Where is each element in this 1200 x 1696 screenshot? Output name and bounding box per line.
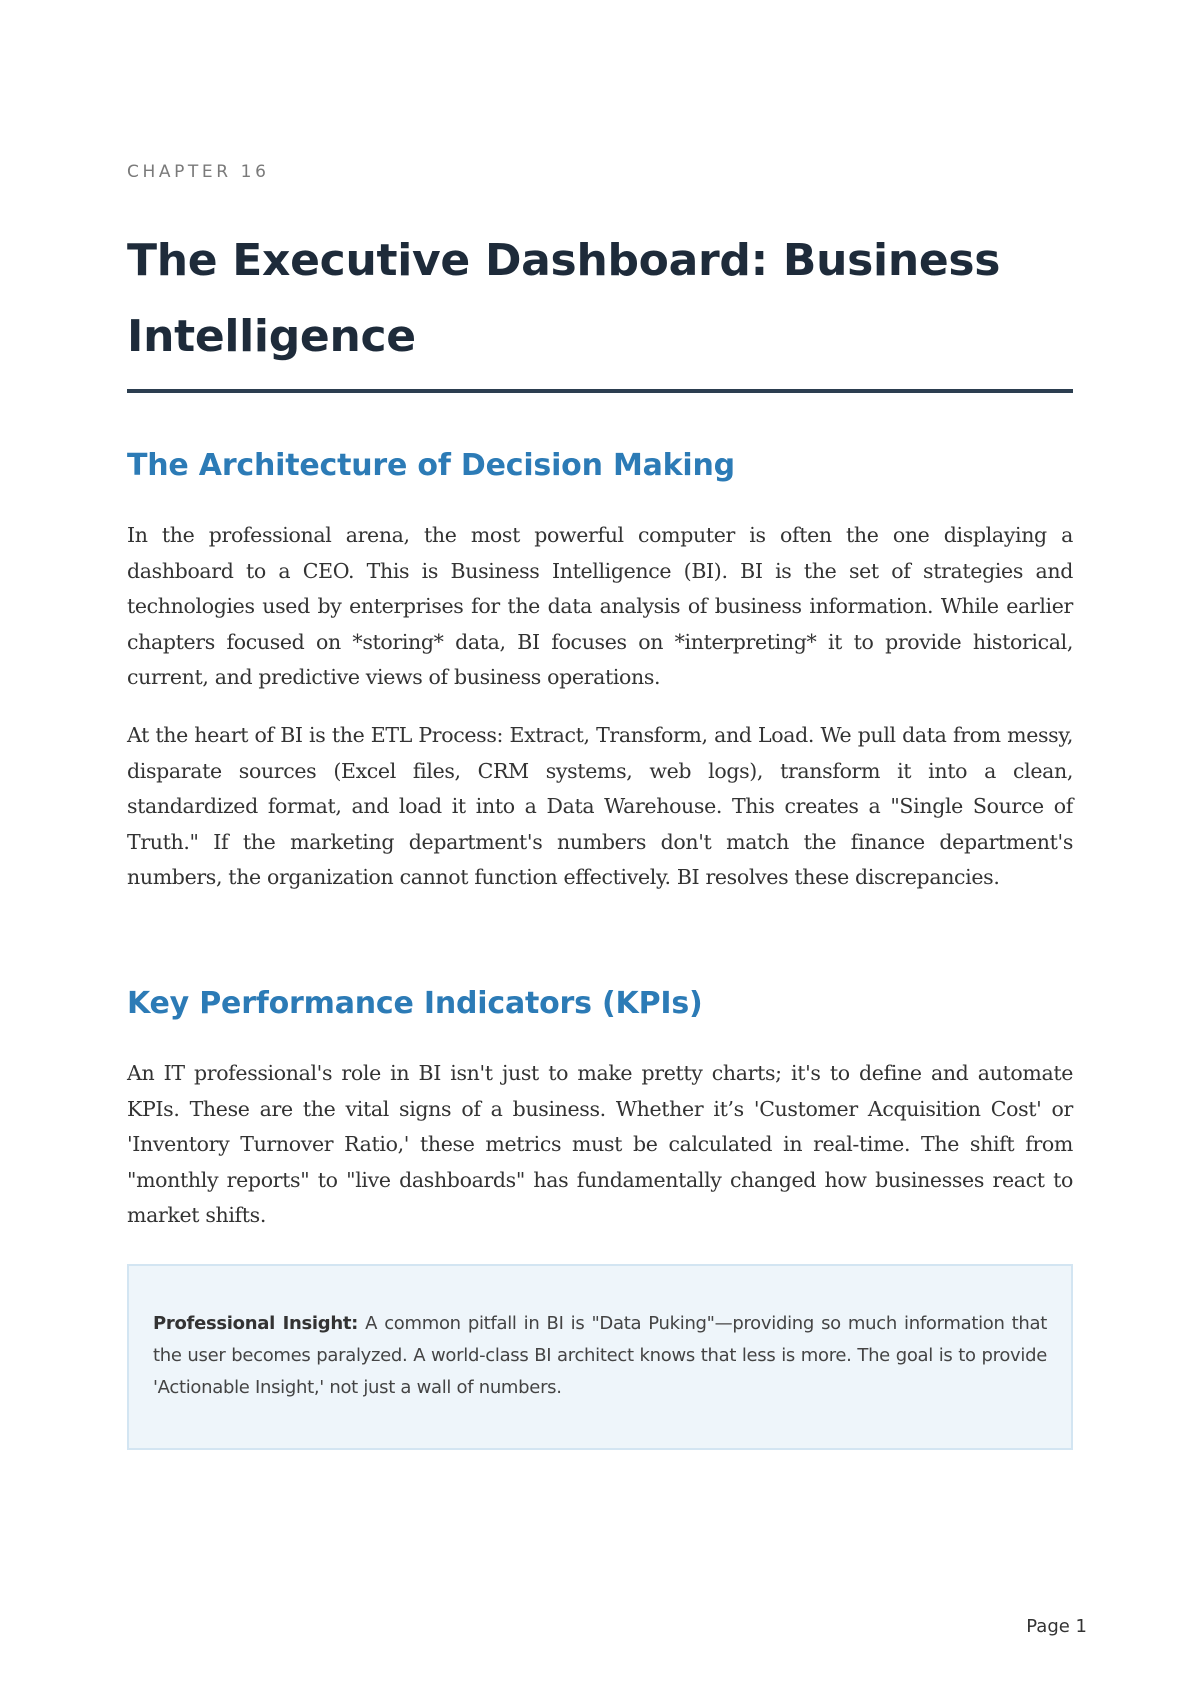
insight-label: Professional Insight: <box>153 1313 359 1334</box>
paragraph-bi-definition: In the professional arena, the most powerful computer is often the one displaying a dashboard to a CEO. This is Business Intelligence (BI). BI is the set of strategies and technologies used by enterprises for the data analysis of business information. While earlier chapters focused on *storing* data, BI focuses on *interpreting* it to provide historical, current, and predictive views of business operations. <box>127 523 1073 689</box>
chapter-label: CHAPTER 16 <box>127 162 270 182</box>
professional-insight-callout <box>127 1264 1073 1450</box>
paragraph-kpis: An IT professional's role in BI isn't just to make pretty charts; it's to define and automate KPIs. These are the vital signs of a business. Whether it’s 'Customer Acquisition Cost' or 'Inventory Turnover Ratio,' these metrics must be calculated in real-time. The shift from "monthly reports" to "live dashboards" has fundamentally changed how businesses react to market shifts. <box>127 1061 1073 1227</box>
chapter-title: The Executive Dashboard: Business Intelligence <box>127 235 1001 362</box>
paragraph-etl-process: At the heart of BI is the ETL Process: Extract, Transform, and Load. We pull data from messy, disparate sources (Excel files, CRM systems, web logs), transform it into a clean, standardized format, and load it into a Data Warehouse. This creates a "Single Source of Truth." If the marketing department's numbers don't match the finance department's numbers, the organization cannot function effectively. BI resolves these discrepancies. <box>127 723 1073 889</box>
section-heading-architecture: The Architecture of Decision Making <box>127 448 735 483</box>
page-number: Page 1 <box>1026 1616 1087 1637</box>
section-heading-kpis: Key Performance Indicators (KPIs) <box>127 986 703 1021</box>
title-divider <box>127 389 1073 393</box>
insight-body: A common pitfall in BI is "Data Puking"—providing so much information that the user becomes paralyzed. A world-class BI architect knows that less is more. The goal is to provide 'Actionable Insight,' not just a wall of numbers. <box>153 1313 1047 1398</box>
insight-text-block <box>153 1308 1047 1404</box>
